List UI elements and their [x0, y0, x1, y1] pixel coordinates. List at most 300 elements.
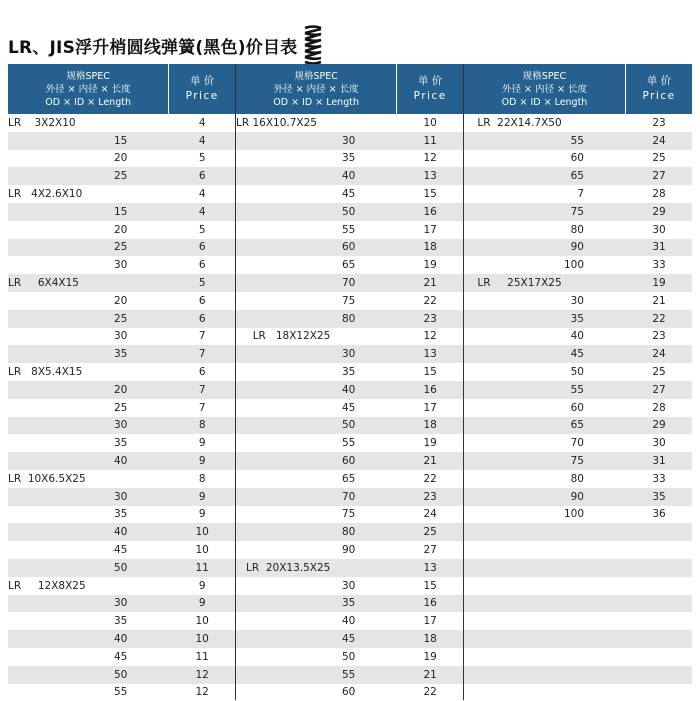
- price-cell: 10: [169, 526, 235, 538]
- spec-cell: [464, 452, 626, 470]
- price-cell: 18: [397, 419, 463, 431]
- spec-cell: [8, 630, 169, 648]
- spec-cell: [236, 150, 397, 168]
- table-row: [8, 363, 235, 381]
- spec-length: 45: [342, 188, 355, 200]
- table-row: [236, 203, 463, 221]
- spec-cell: [236, 434, 397, 452]
- price-cell: 35: [626, 491, 692, 503]
- spec-cell: [236, 239, 397, 257]
- spec-length: 40: [114, 633, 127, 645]
- table-row: [464, 221, 692, 239]
- spec-length: 65: [571, 170, 584, 182]
- table-body: [236, 114, 463, 701]
- spec-cell: [8, 666, 169, 684]
- spec-length: 50: [114, 669, 127, 681]
- price-cell: 28: [626, 188, 692, 200]
- spec-cell: [236, 612, 397, 630]
- table-row: [8, 239, 235, 257]
- table-row: [236, 221, 463, 239]
- spec-cell: [464, 132, 626, 150]
- spec-length: 60: [342, 241, 355, 253]
- spec-model: LR 3X2X10: [8, 114, 76, 132]
- spec-cell: [8, 488, 169, 506]
- spec-length: 60: [571, 402, 584, 414]
- spec-length: 40: [342, 170, 355, 182]
- spec-cell: [8, 434, 169, 452]
- price-cell: 5: [169, 224, 235, 236]
- price-header-line2: Price: [414, 89, 447, 104]
- spec-header-line2: 外径 × 内径 × 长度: [274, 83, 359, 96]
- table-row: [8, 185, 235, 203]
- spec-cell: [236, 185, 397, 203]
- table-row: [236, 577, 463, 595]
- spec-cell: [464, 399, 626, 417]
- table-row: [236, 328, 463, 346]
- spec-cell: [8, 559, 169, 577]
- spec-cell: [236, 221, 397, 239]
- price-cell: 13: [397, 348, 463, 360]
- table-row: [8, 612, 235, 630]
- price-cell: 30: [626, 437, 692, 449]
- spec-cell: [236, 684, 397, 701]
- price-cell: 4: [169, 206, 235, 218]
- spec-cell: [8, 345, 169, 363]
- spec-cell: [236, 274, 397, 292]
- table-row: [8, 541, 235, 559]
- price-cell: 9: [169, 508, 235, 520]
- price-cell: 24: [626, 348, 692, 360]
- table-row: [236, 239, 463, 257]
- price-cell: 31: [626, 241, 692, 253]
- spec-cell: [8, 221, 169, 239]
- spec-length: 35: [114, 615, 127, 627]
- spec-cell: [464, 239, 626, 257]
- table-row: [8, 345, 235, 363]
- table-row: [464, 399, 692, 417]
- price-cell: 15: [397, 366, 463, 378]
- table-row: [8, 399, 235, 417]
- spec-cell: [236, 114, 397, 132]
- price-table-column-1: [8, 64, 236, 700]
- spec-cell: [8, 328, 169, 346]
- spec-length: 75: [342, 295, 355, 307]
- spec-length: 50: [342, 419, 355, 431]
- spec-cell: [8, 114, 169, 132]
- table-row: [236, 488, 463, 506]
- spec-model: LR 12X8X25: [8, 577, 86, 595]
- spec-cell: [464, 470, 626, 488]
- table-row: [8, 417, 235, 435]
- spec-length: 35: [342, 366, 355, 378]
- spec-length: 80: [342, 526, 355, 538]
- spec-length: 30: [342, 348, 355, 360]
- spec-length: 35: [114, 437, 127, 449]
- spec-cell: [464, 256, 626, 274]
- spec-cell: [8, 452, 169, 470]
- table-body: [464, 114, 692, 701]
- table-row: [8, 577, 235, 595]
- spec-length: 15: [114, 206, 127, 218]
- spec-cell: [464, 506, 626, 524]
- table-row: [236, 541, 463, 559]
- spec-model: LR 8X5.4X15: [8, 363, 82, 381]
- spec-cell: [464, 310, 626, 328]
- table-row: [8, 595, 235, 613]
- table-row: [8, 203, 235, 221]
- spec-model: LR 4X2.6X10: [8, 185, 82, 203]
- spec-length: 55: [342, 437, 355, 449]
- spec-cell: [236, 506, 397, 524]
- price-cell: 27: [397, 544, 463, 556]
- price-cell: 8: [169, 473, 235, 485]
- price-cell: 13: [397, 562, 463, 574]
- price-table-column-3: [464, 64, 692, 700]
- table-row: [464, 612, 692, 630]
- spec-cell: [8, 541, 169, 559]
- spec-cell: [236, 630, 397, 648]
- table-row: [464, 203, 692, 221]
- spec-cell: [464, 434, 626, 452]
- spec-cell: [464, 523, 626, 541]
- spec-model: LR 22X14.7X50: [464, 114, 562, 132]
- table-row: [236, 612, 463, 630]
- spec-cell: [464, 221, 626, 239]
- spec-cell: [8, 684, 169, 701]
- price-table-column-2: [236, 64, 464, 700]
- price-cell: 36: [626, 508, 692, 520]
- price-header: [397, 64, 463, 114]
- price-cell: 15: [397, 188, 463, 200]
- price-cell: 33: [626, 473, 692, 485]
- price-cell: 11: [169, 562, 235, 574]
- table-row: [8, 452, 235, 470]
- spec-length: 65: [342, 473, 355, 485]
- price-cell: 22: [397, 686, 463, 698]
- spec-cell: [464, 666, 626, 684]
- spec-header-line1: 规格SPEC: [523, 70, 566, 83]
- table-row: [236, 185, 463, 203]
- table-row: [8, 256, 235, 274]
- price-header-line1: 单 价: [647, 74, 671, 89]
- spec-cell: [464, 150, 626, 168]
- price-cell: 10: [169, 615, 235, 627]
- spec-header-line3: OD × ID × Length: [45, 96, 131, 109]
- table-body: [8, 114, 235, 701]
- spec-cell: [8, 167, 169, 185]
- price-header-line2: Price: [186, 89, 219, 104]
- price-cell: 17: [397, 615, 463, 627]
- spec-cell: [464, 417, 626, 435]
- table-row: [236, 434, 463, 452]
- spec-cell: [236, 577, 397, 595]
- table-row: [464, 167, 692, 185]
- spec-length: 70: [342, 491, 355, 503]
- spec-length: 70: [571, 437, 584, 449]
- price-cell: 12: [397, 152, 463, 164]
- table-row: [8, 150, 235, 168]
- spec-cell: [8, 523, 169, 541]
- spec-cell: [236, 310, 397, 328]
- price-cell: 10: [169, 544, 235, 556]
- spec-cell: [236, 399, 397, 417]
- price-cell: 12: [169, 669, 235, 681]
- spec-length: 30: [571, 295, 584, 307]
- spec-cell: [236, 523, 397, 541]
- table-row: [464, 648, 692, 666]
- table-row: [464, 470, 692, 488]
- spec-length: 45: [114, 651, 127, 663]
- price-cell: 8: [169, 419, 235, 431]
- table-row: [236, 292, 463, 310]
- table-row: [464, 523, 692, 541]
- table-row: [236, 274, 463, 292]
- table-row: [8, 132, 235, 150]
- table-row: [8, 666, 235, 684]
- table-row: [464, 434, 692, 452]
- price-cell: 21: [397, 669, 463, 681]
- spec-cell: [464, 577, 626, 595]
- spec-cell: [464, 559, 626, 577]
- spec-length: 25: [114, 402, 127, 414]
- table-row: [8, 328, 235, 346]
- table-row: [8, 434, 235, 452]
- table-row: [236, 310, 463, 328]
- spec-cell: [8, 612, 169, 630]
- table-header: [464, 64, 692, 114]
- price-cell: 19: [397, 651, 463, 663]
- spec-length: 45: [342, 402, 355, 414]
- spec-cell: [464, 292, 626, 310]
- spec-length: 80: [571, 224, 584, 236]
- price-cell: 30: [626, 224, 692, 236]
- price-cell: 9: [169, 491, 235, 503]
- table-row: [236, 417, 463, 435]
- table-row: [464, 310, 692, 328]
- spec-cell: [236, 648, 397, 666]
- spec-length: 45: [571, 348, 584, 360]
- spec-length: 65: [342, 259, 355, 271]
- spec-cell: [236, 292, 397, 310]
- table-row: [464, 239, 692, 257]
- spec-cell: [8, 363, 169, 381]
- table-row: [8, 506, 235, 524]
- price-cell: 22: [626, 313, 692, 325]
- spec-length: 30: [114, 259, 127, 271]
- spec-cell: [236, 541, 397, 559]
- spec-cell: [8, 381, 169, 399]
- price-cell: 22: [397, 295, 463, 307]
- table-row: [8, 310, 235, 328]
- spec-length: 25: [114, 241, 127, 253]
- spec-length: 80: [342, 313, 355, 325]
- price-cell: 4: [169, 117, 235, 129]
- spec-cell: [236, 132, 397, 150]
- table-row: [8, 684, 235, 701]
- spec-cell: [236, 203, 397, 221]
- spec-cell: [464, 167, 626, 185]
- price-cell: 11: [397, 135, 463, 147]
- price-cell: 6: [169, 366, 235, 378]
- spec-cell: [236, 328, 397, 346]
- spec-cell: [8, 595, 169, 613]
- price-header: [626, 64, 692, 114]
- table-row: [464, 328, 692, 346]
- price-tables: [8, 64, 692, 700]
- spec-length: 50: [571, 366, 584, 378]
- price-cell: 13: [397, 170, 463, 182]
- price-cell: 24: [397, 508, 463, 520]
- spec-length: 35: [114, 508, 127, 520]
- price-cell: 25: [397, 526, 463, 538]
- spec-model: LR 10X6.5X25: [8, 470, 86, 488]
- spec-cell: [464, 328, 626, 346]
- spec-length: 15: [114, 135, 127, 147]
- price-cell: 6: [169, 259, 235, 271]
- spec-length: 25: [114, 170, 127, 182]
- table-row: [8, 559, 235, 577]
- spec-length: 55: [342, 224, 355, 236]
- spec-length: 90: [571, 241, 584, 253]
- price-cell: 16: [397, 206, 463, 218]
- spec-model: LR 20X13.5X25: [236, 559, 330, 577]
- spring-icon: [303, 25, 323, 65]
- table-row: [464, 577, 692, 595]
- price-cell: 9: [169, 597, 235, 609]
- spec-cell: [464, 612, 626, 630]
- spec-cell: [8, 506, 169, 524]
- table-row: [8, 648, 235, 666]
- price-header-line1: 单 价: [418, 74, 442, 89]
- table-header: [236, 64, 463, 114]
- price-cell: 24: [626, 135, 692, 147]
- table-row: [464, 381, 692, 399]
- spec-length: 35: [114, 348, 127, 360]
- spec-length: 100: [564, 259, 584, 271]
- spec-length: 65: [571, 419, 584, 431]
- spec-length: 30: [342, 135, 355, 147]
- spec-header-line2: 外径 × 内径 × 长度: [46, 83, 131, 96]
- table-row: [464, 292, 692, 310]
- table-row: [464, 595, 692, 613]
- price-cell: 9: [169, 455, 235, 467]
- price-header-line1: 单 价: [190, 74, 214, 89]
- price-cell: 6: [169, 241, 235, 253]
- price-header-line2: Price: [642, 89, 675, 104]
- price-cell: 27: [626, 170, 692, 182]
- spec-length: 75: [571, 455, 584, 467]
- table-row: [236, 648, 463, 666]
- spec-model: LR 25X17X25: [464, 274, 562, 292]
- spec-cell: [236, 363, 397, 381]
- spec-cell: [8, 203, 169, 221]
- table-row: [236, 132, 463, 150]
- page-title: [8, 30, 323, 60]
- price-cell: 5: [169, 152, 235, 164]
- table-row: [8, 470, 235, 488]
- price-cell: 28: [626, 402, 692, 414]
- spec-length: 80: [571, 473, 584, 485]
- table-row: [236, 114, 463, 132]
- spec-length: 55: [114, 686, 127, 698]
- table-row: [464, 559, 692, 577]
- table-row: [8, 488, 235, 506]
- spec-length: 55: [571, 384, 584, 396]
- spec-cell: [464, 488, 626, 506]
- spec-header-line2: 外径 × 内径 × 长度: [502, 83, 587, 96]
- spec-cell: [464, 381, 626, 399]
- spec-cell: [236, 488, 397, 506]
- spec-length: 35: [342, 152, 355, 164]
- spec-cell: [236, 595, 397, 613]
- spec-length: 50: [342, 206, 355, 218]
- price-cell: 21: [397, 277, 463, 289]
- price-cell: 25: [626, 152, 692, 164]
- spec-header-line3: OD × ID × Length: [273, 96, 359, 109]
- table-row: [464, 541, 692, 559]
- spec-cell: [8, 417, 169, 435]
- spec-length: 25: [114, 313, 127, 325]
- spec-length: 20: [114, 384, 127, 396]
- table-row: [236, 150, 463, 168]
- price-cell: 6: [169, 170, 235, 182]
- price-cell: 16: [397, 597, 463, 609]
- spec-cell: [236, 167, 397, 185]
- table-row: [8, 630, 235, 648]
- price-cell: 7: [169, 330, 235, 342]
- spec-cell: [8, 150, 169, 168]
- price-cell: 10: [397, 117, 463, 129]
- spec-length: 40: [114, 526, 127, 538]
- spec-cell: [236, 381, 397, 399]
- spec-length: 55: [342, 669, 355, 681]
- price-cell: 19: [626, 277, 692, 289]
- price-cell: 25: [626, 366, 692, 378]
- spec-cell: [464, 274, 626, 292]
- spec-cell: [236, 417, 397, 435]
- table-row: [464, 417, 692, 435]
- spec-length: 60: [342, 686, 355, 698]
- price-cell: 12: [397, 330, 463, 342]
- price-cell: 16: [397, 384, 463, 396]
- table-row: [236, 381, 463, 399]
- spec-length: 40: [114, 455, 127, 467]
- spec-header-line1: 规格SPEC: [66, 70, 109, 83]
- table-row: [464, 132, 692, 150]
- spec-cell: [8, 310, 169, 328]
- spec-cell: [236, 256, 397, 274]
- spec-cell: [236, 345, 397, 363]
- price-cell: 18: [397, 241, 463, 253]
- spec-length: 35: [571, 313, 584, 325]
- spec-cell: [236, 470, 397, 488]
- spec-cell: [236, 452, 397, 470]
- spec-length: 20: [114, 152, 127, 164]
- spec-header: [8, 64, 169, 114]
- table-row: [236, 345, 463, 363]
- spec-length: 30: [342, 580, 355, 592]
- table-row: [464, 488, 692, 506]
- table-row: [464, 345, 692, 363]
- spec-cell: [236, 666, 397, 684]
- price-cell: 12: [169, 686, 235, 698]
- spec-length: 40: [571, 330, 584, 342]
- table-row: [464, 684, 692, 701]
- price-cell: 27: [626, 384, 692, 396]
- spec-cell: [464, 630, 626, 648]
- table-row: [236, 167, 463, 185]
- price-cell: 29: [626, 419, 692, 431]
